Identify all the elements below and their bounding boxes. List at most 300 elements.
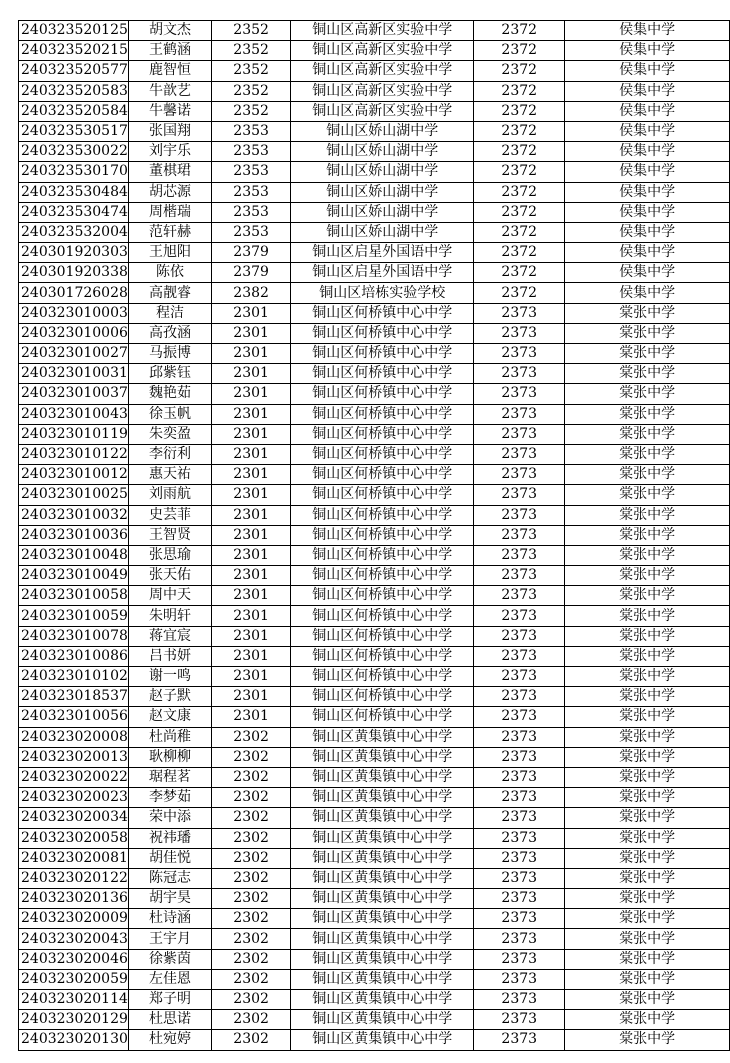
exam-id-cell: 240323010122 — [19, 444, 129, 464]
student-name-cell: 陈依 — [128, 263, 211, 283]
table-body — [19, 21, 730, 1051]
exam-id-cell: 240323530517 — [19, 121, 129, 141]
target-code-cell: 2373 — [474, 909, 565, 929]
target-code-cell: 2373 — [474, 788, 565, 808]
target-code-cell: 2373 — [474, 667, 565, 687]
school-code-cell: 2302 — [212, 969, 291, 989]
target-school-cell: 棠张中学 — [565, 505, 730, 525]
school-code-cell: 2301 — [212, 404, 291, 424]
student-name-cell: 刘雨航 — [128, 485, 211, 505]
student-name-cell: 朱奕盈 — [128, 424, 211, 444]
exam-id-cell: 240301920338 — [19, 263, 129, 283]
target-school-cell: 棠张中学 — [565, 606, 730, 626]
school-name-cell: 铜山区何桥镇中心中学 — [291, 344, 474, 364]
target-school-cell: 棠张中学 — [565, 485, 730, 505]
student-name-cell: 张思瑜 — [128, 545, 211, 565]
target-school-cell: 棠张中学 — [565, 687, 730, 707]
student-name-cell: 董棋珺 — [128, 162, 211, 182]
target-school-cell: 棠张中学 — [565, 727, 730, 747]
school-name-cell: 铜山区黄集镇中心中学 — [291, 727, 474, 747]
target-code-cell: 2373 — [474, 848, 565, 868]
table-row — [19, 767, 730, 787]
exam-id-cell: 240323010025 — [19, 485, 129, 505]
exam-id-cell: 240323010086 — [19, 646, 129, 666]
school-name-cell: 铜山区何桥镇中心中学 — [291, 606, 474, 626]
school-code-cell: 2301 — [212, 303, 291, 323]
exam-id-cell: 240323530474 — [19, 202, 129, 222]
target-code-cell: 2373 — [474, 808, 565, 828]
school-name-cell: 铜山区启星外国语中学 — [291, 243, 474, 263]
school-name-cell: 铜山区何桥镇中心中学 — [291, 303, 474, 323]
student-name-cell: 王宇月 — [128, 929, 211, 949]
target-school-cell: 棠张中学 — [565, 767, 730, 787]
school-code-cell: 2301 — [212, 444, 291, 464]
table-row — [19, 687, 730, 707]
target-code-cell: 2373 — [474, 707, 565, 727]
target-code-cell: 2372 — [474, 283, 565, 303]
target-school-cell: 棠张中学 — [565, 667, 730, 687]
school-name-cell: 铜山区何桥镇中心中学 — [291, 586, 474, 606]
school-code-cell: 2302 — [212, 909, 291, 929]
student-name-cell: 朱明轩 — [128, 606, 211, 626]
school-name-cell: 铜山区何桥镇中心中学 — [291, 384, 474, 404]
table-row — [19, 222, 730, 242]
target-code-cell: 2373 — [474, 949, 565, 969]
exam-id-cell: 240323020129 — [19, 1010, 129, 1030]
target-code-cell: 2373 — [474, 990, 565, 1010]
target-school-cell: 侯集中学 — [565, 162, 730, 182]
student-name-cell: 周中天 — [128, 586, 211, 606]
school-code-cell: 2301 — [212, 667, 291, 687]
exam-id-cell: 240323020043 — [19, 929, 129, 949]
school-name-cell: 铜山区黄集镇中心中学 — [291, 1010, 474, 1030]
student-name-cell: 徐玉帆 — [128, 404, 211, 424]
target-school-cell: 棠张中学 — [565, 586, 730, 606]
student-name-cell: 赵文康 — [128, 707, 211, 727]
school-code-cell: 2301 — [212, 687, 291, 707]
table-row — [19, 949, 730, 969]
exam-id-cell: 240323010006 — [19, 323, 129, 343]
target-code-cell: 2373 — [474, 505, 565, 525]
school-name-cell: 铜山区高新区实验中学 — [291, 41, 474, 61]
table-row — [19, 626, 730, 646]
table-row — [19, 283, 730, 303]
target-code-cell: 2373 — [474, 929, 565, 949]
school-name-cell: 铜山区何桥镇中心中学 — [291, 667, 474, 687]
table-row — [19, 263, 730, 283]
target-school-cell: 棠张中学 — [565, 303, 730, 323]
table-row — [19, 202, 730, 222]
target-code-cell: 2373 — [474, 969, 565, 989]
student-name-cell: 胡芯源 — [128, 182, 211, 202]
table-row — [19, 465, 730, 485]
table-row — [19, 182, 730, 202]
school-code-cell: 2301 — [212, 545, 291, 565]
school-code-cell: 2302 — [212, 1030, 291, 1050]
school-code-cell: 2302 — [212, 767, 291, 787]
school-name-cell: 铜山区黄集镇中心中学 — [291, 788, 474, 808]
exam-id-cell: 240323010037 — [19, 384, 129, 404]
student-name-cell: 王智贤 — [128, 525, 211, 545]
school-name-cell: 铜山区何桥镇中心中学 — [291, 545, 474, 565]
school-code-cell: 2301 — [212, 525, 291, 545]
school-name-cell: 铜山区黄集镇中心中学 — [291, 868, 474, 888]
table-row — [19, 505, 730, 525]
school-name-cell: 铜山区何桥镇中心中学 — [291, 687, 474, 707]
target-code-cell: 2373 — [474, 364, 565, 384]
target-school-cell: 棠张中学 — [565, 465, 730, 485]
target-code-cell: 2373 — [474, 889, 565, 909]
exam-id-cell: 240323020081 — [19, 848, 129, 868]
school-name-cell: 铜山区何桥镇中心中学 — [291, 646, 474, 666]
school-name-cell: 铜山区黄集镇中心中学 — [291, 848, 474, 868]
student-name-cell: 吕书妍 — [128, 646, 211, 666]
target-code-cell: 2373 — [474, 606, 565, 626]
student-name-cell: 徐紫茵 — [128, 949, 211, 969]
school-code-cell: 2302 — [212, 788, 291, 808]
school-code-cell: 2302 — [212, 848, 291, 868]
student-name-cell: 祝祎璠 — [128, 828, 211, 848]
table-row — [19, 101, 730, 121]
student-name-cell: 陈冠志 — [128, 868, 211, 888]
student-name-cell: 牛歆艺 — [128, 81, 211, 101]
exam-id-cell: 240323520215 — [19, 41, 129, 61]
school-name-cell: 铜山区黄集镇中心中学 — [291, 969, 474, 989]
school-name-cell: 铜山区娇山湖中学 — [291, 222, 474, 242]
student-name-cell: 鹿智恒 — [128, 61, 211, 81]
exam-id-cell: 240323010043 — [19, 404, 129, 424]
table-row — [19, 969, 730, 989]
school-code-cell: 2353 — [212, 162, 291, 182]
exam-id-cell: 240323010078 — [19, 626, 129, 646]
target-code-cell: 2373 — [474, 747, 565, 767]
exam-id-cell: 240301920303 — [19, 243, 129, 263]
table-row — [19, 990, 730, 1010]
school-name-cell: 铜山区黄集镇中心中学 — [291, 929, 474, 949]
student-name-cell: 张天佑 — [128, 566, 211, 586]
school-code-cell: 2352 — [212, 61, 291, 81]
target-school-cell: 棠张中学 — [565, 929, 730, 949]
exam-id-cell: 240323020022 — [19, 767, 129, 787]
target-code-cell: 2373 — [474, 384, 565, 404]
school-name-cell: 铜山区黄集镇中心中学 — [291, 889, 474, 909]
student-name-cell: 高靓睿 — [128, 283, 211, 303]
student-name-cell: 牛馨诺 — [128, 101, 211, 121]
target-school-cell: 棠张中学 — [565, 444, 730, 464]
target-code-cell: 2373 — [474, 465, 565, 485]
target-school-cell: 棠张中学 — [565, 566, 730, 586]
school-code-cell: 2382 — [212, 283, 291, 303]
school-name-cell: 铜山区何桥镇中心中学 — [291, 525, 474, 545]
target-code-cell: 2373 — [474, 344, 565, 364]
exam-id-cell: 240323010059 — [19, 606, 129, 626]
target-code-cell: 2372 — [474, 202, 565, 222]
target-code-cell: 2373 — [474, 727, 565, 747]
school-name-cell: 铜山区何桥镇中心中学 — [291, 505, 474, 525]
table-row — [19, 444, 730, 464]
school-code-cell: 2352 — [212, 101, 291, 121]
student-name-cell: 周楷瑞 — [128, 202, 211, 222]
exam-id-cell: 240323020114 — [19, 990, 129, 1010]
student-name-cell: 刘宇乐 — [128, 142, 211, 162]
school-code-cell: 2302 — [212, 747, 291, 767]
exam-id-cell: 240323010102 — [19, 667, 129, 687]
exam-id-cell: 240323010119 — [19, 424, 129, 444]
school-code-cell: 2301 — [212, 323, 291, 343]
school-name-cell: 铜山区何桥镇中心中学 — [291, 404, 474, 424]
target-code-cell: 2373 — [474, 767, 565, 787]
exam-id-cell: 240323020130 — [19, 1030, 129, 1050]
target-code-cell: 2373 — [474, 424, 565, 444]
exam-id-cell: 240323520125 — [19, 21, 129, 41]
school-name-cell: 铜山区何桥镇中心中学 — [291, 465, 474, 485]
target-school-cell: 棠张中学 — [565, 808, 730, 828]
school-code-cell: 2302 — [212, 828, 291, 848]
school-code-cell: 2301 — [212, 424, 291, 444]
table-row — [19, 545, 730, 565]
target-school-cell: 棠张中学 — [565, 545, 730, 565]
table-row — [19, 848, 730, 868]
school-name-cell: 铜山区黄集镇中心中学 — [291, 828, 474, 848]
target-code-cell: 2372 — [474, 142, 565, 162]
school-code-cell: 2353 — [212, 182, 291, 202]
target-school-cell: 侯集中学 — [565, 81, 730, 101]
table-row — [19, 384, 730, 404]
exam-id-cell: 240323010027 — [19, 344, 129, 364]
target-code-cell: 2373 — [474, 303, 565, 323]
target-school-cell: 棠张中学 — [565, 364, 730, 384]
target-code-cell: 2372 — [474, 182, 565, 202]
student-name-cell: 高孜涵 — [128, 323, 211, 343]
school-code-cell: 2353 — [212, 202, 291, 222]
school-name-cell: 铜山区何桥镇中心中学 — [291, 626, 474, 646]
school-code-cell: 2301 — [212, 384, 291, 404]
school-name-cell: 铜山区娇山湖中学 — [291, 202, 474, 222]
school-code-cell: 2301 — [212, 707, 291, 727]
school-name-cell: 铜山区何桥镇中心中学 — [291, 323, 474, 343]
table-row — [19, 344, 730, 364]
table-row — [19, 404, 730, 424]
table-row — [19, 929, 730, 949]
target-school-cell: 棠张中学 — [565, 1030, 730, 1050]
student-name-cell: 李梦茹 — [128, 788, 211, 808]
target-code-cell: 2373 — [474, 828, 565, 848]
student-name-cell: 杜尚稚 — [128, 727, 211, 747]
school-name-cell: 铜山区娇山湖中学 — [291, 162, 474, 182]
exam-id-cell: 240323530022 — [19, 142, 129, 162]
table-row — [19, 61, 730, 81]
table-row — [19, 162, 730, 182]
target-code-cell: 2372 — [474, 263, 565, 283]
table-row — [19, 243, 730, 263]
student-name-cell: 耿柳柳 — [128, 747, 211, 767]
exam-id-cell: 240323020034 — [19, 808, 129, 828]
exam-id-cell: 240323010032 — [19, 505, 129, 525]
target-school-cell: 侯集中学 — [565, 263, 730, 283]
school-code-cell: 2352 — [212, 81, 291, 101]
exam-id-cell: 240323020008 — [19, 727, 129, 747]
school-name-cell: 铜山区娇山湖中学 — [291, 142, 474, 162]
student-name-cell: 李衍利 — [128, 444, 211, 464]
target-school-cell: 侯集中学 — [565, 41, 730, 61]
target-school-cell: 棠张中学 — [565, 828, 730, 848]
table-row — [19, 566, 730, 586]
school-code-cell: 2301 — [212, 344, 291, 364]
school-code-cell: 2302 — [212, 949, 291, 969]
student-name-cell: 惠天祐 — [128, 465, 211, 485]
exam-id-cell: 240323010049 — [19, 566, 129, 586]
target-code-cell: 2373 — [474, 687, 565, 707]
student-name-cell: 胡文杰 — [128, 21, 211, 41]
school-name-cell: 铜山区黄集镇中心中学 — [291, 990, 474, 1010]
target-code-cell: 2373 — [474, 1010, 565, 1030]
target-school-cell: 侯集中学 — [565, 283, 730, 303]
student-name-cell: 胡宇昊 — [128, 889, 211, 909]
school-code-cell: 2302 — [212, 990, 291, 1010]
table-row — [19, 909, 730, 929]
target-school-cell: 侯集中学 — [565, 21, 730, 41]
table-row — [19, 1010, 730, 1030]
target-school-cell: 棠张中学 — [565, 404, 730, 424]
school-name-cell: 铜山区何桥镇中心中学 — [291, 485, 474, 505]
school-name-cell: 铜山区高新区实验中学 — [291, 21, 474, 41]
school-code-cell: 2301 — [212, 485, 291, 505]
target-code-cell: 2372 — [474, 81, 565, 101]
student-name-cell: 谢一鸣 — [128, 667, 211, 687]
target-school-cell: 棠张中学 — [565, 949, 730, 969]
target-school-cell: 棠张中学 — [565, 868, 730, 888]
target-school-cell: 侯集中学 — [565, 61, 730, 81]
target-school-cell: 棠张中学 — [565, 889, 730, 909]
table-row — [19, 303, 730, 323]
school-name-cell: 铜山区何桥镇中心中学 — [291, 707, 474, 727]
school-code-cell: 2379 — [212, 243, 291, 263]
table-row — [19, 747, 730, 767]
exam-id-cell: 240323010056 — [19, 707, 129, 727]
school-code-cell: 2353 — [212, 222, 291, 242]
school-name-cell: 铜山区黄集镇中心中学 — [291, 909, 474, 929]
student-name-cell: 魏艳茹 — [128, 384, 211, 404]
exam-id-cell: 240323010031 — [19, 364, 129, 384]
table-row — [19, 41, 730, 61]
target-code-cell: 2372 — [474, 41, 565, 61]
exam-id-cell: 240323010048 — [19, 545, 129, 565]
school-code-cell: 2302 — [212, 868, 291, 888]
target-school-cell: 棠张中学 — [565, 848, 730, 868]
school-name-cell: 铜山区高新区实验中学 — [291, 81, 474, 101]
student-name-cell: 邱紫钰 — [128, 364, 211, 384]
exam-id-cell: 240323010036 — [19, 525, 129, 545]
target-code-cell: 2373 — [474, 545, 565, 565]
exam-id-cell: 240301726028 — [19, 283, 129, 303]
school-name-cell: 铜山区黄集镇中心中学 — [291, 949, 474, 969]
student-assignment-table — [18, 20, 730, 1051]
exam-id-cell: 240323020009 — [19, 909, 129, 929]
target-code-cell: 2372 — [474, 101, 565, 121]
table-row — [19, 21, 730, 41]
student-name-cell: 蒋宜宸 — [128, 626, 211, 646]
table-row — [19, 586, 730, 606]
exam-id-cell: 240323532004 — [19, 222, 129, 242]
target-school-cell: 棠张中学 — [565, 646, 730, 666]
table-row — [19, 788, 730, 808]
student-name-cell: 王鹤涵 — [128, 41, 211, 61]
target-school-cell: 侯集中学 — [565, 222, 730, 242]
school-code-cell: 2302 — [212, 808, 291, 828]
exam-id-cell: 240323520584 — [19, 101, 129, 121]
table-row — [19, 525, 730, 545]
target-school-cell: 棠张中学 — [565, 990, 730, 1010]
student-name-cell: 郑子明 — [128, 990, 211, 1010]
target-code-cell: 2372 — [474, 121, 565, 141]
table-row — [19, 727, 730, 747]
target-code-cell: 2372 — [474, 222, 565, 242]
student-name-cell: 范轩赫 — [128, 222, 211, 242]
school-code-cell: 2302 — [212, 929, 291, 949]
exam-id-cell: 240323520577 — [19, 61, 129, 81]
student-name-cell: 杜诗涵 — [128, 909, 211, 929]
exam-id-cell: 240323520583 — [19, 81, 129, 101]
school-code-cell: 2301 — [212, 586, 291, 606]
school-code-cell: 2301 — [212, 606, 291, 626]
school-code-cell: 2353 — [212, 142, 291, 162]
target-school-cell: 侯集中学 — [565, 243, 730, 263]
table-row — [19, 606, 730, 626]
school-name-cell: 铜山区何桥镇中心中学 — [291, 444, 474, 464]
target-code-cell: 2373 — [474, 868, 565, 888]
table-row — [19, 121, 730, 141]
target-school-cell: 棠张中学 — [565, 747, 730, 767]
target-code-cell: 2373 — [474, 1030, 565, 1050]
student-name-cell: 程洁 — [128, 303, 211, 323]
exam-id-cell: 240323010012 — [19, 465, 129, 485]
exam-id-cell: 240323530170 — [19, 162, 129, 182]
school-code-cell: 2301 — [212, 465, 291, 485]
exam-id-cell: 240323020136 — [19, 889, 129, 909]
target-school-cell: 侯集中学 — [565, 182, 730, 202]
school-name-cell: 铜山区黄集镇中心中学 — [291, 1030, 474, 1050]
exam-id-cell: 240323020058 — [19, 828, 129, 848]
target-school-cell: 棠张中学 — [565, 969, 730, 989]
target-school-cell: 棠张中学 — [565, 344, 730, 364]
exam-id-cell: 240323020046 — [19, 949, 129, 969]
student-name-cell: 史芸菲 — [128, 505, 211, 525]
school-name-cell: 铜山区黄集镇中心中学 — [291, 808, 474, 828]
target-school-cell: 棠张中学 — [565, 384, 730, 404]
target-code-cell: 2373 — [474, 525, 565, 545]
target-code-cell: 2373 — [474, 566, 565, 586]
target-school-cell: 棠张中学 — [565, 626, 730, 646]
student-name-cell: 张国翔 — [128, 121, 211, 141]
target-school-cell: 侯集中学 — [565, 121, 730, 141]
exam-id-cell: 240323020013 — [19, 747, 129, 767]
table-row — [19, 142, 730, 162]
student-name-cell: 赵子默 — [128, 687, 211, 707]
target-code-cell: 2372 — [474, 21, 565, 41]
exam-id-cell: 240323020122 — [19, 868, 129, 888]
table-row — [19, 323, 730, 343]
table-row — [19, 868, 730, 888]
school-code-cell: 2301 — [212, 626, 291, 646]
school-name-cell: 铜山区何桥镇中心中学 — [291, 566, 474, 586]
target-school-cell: 侯集中学 — [565, 142, 730, 162]
student-name-cell: 琚程茗 — [128, 767, 211, 787]
student-name-cell: 王旭阳 — [128, 243, 211, 263]
exam-id-cell: 240323010003 — [19, 303, 129, 323]
target-school-cell: 棠张中学 — [565, 424, 730, 444]
target-code-cell: 2373 — [474, 323, 565, 343]
student-name-cell: 胡佳悦 — [128, 848, 211, 868]
